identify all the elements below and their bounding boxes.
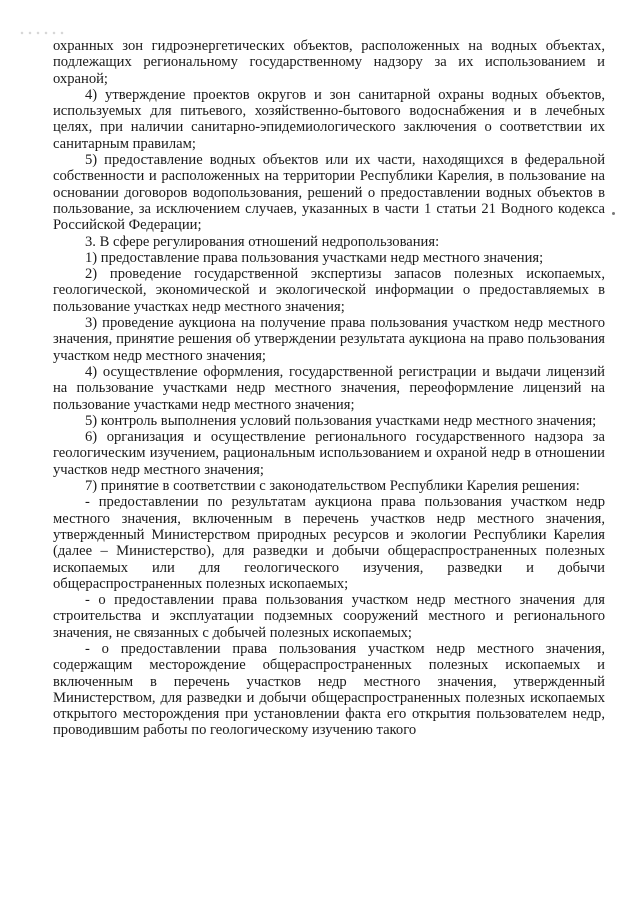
paragraph: 2) проведение государственной экспертизы запасов полезных ископаемых, геологической, экономической и экологической информации о предоставляемых в пользование участках недр местного значения; (53, 266, 605, 315)
section-heading: 3. В сфере регулирования отношений недропользования: (85, 233, 440, 250)
list-item: - о предоставлении права пользования участком недр местного значения для строительства и эксплуатации подземных сооружений местного и регионального значения, не связанных с добычей полезных ископаемых; (53, 592, 605, 641)
scan-artifact (18, 30, 68, 36)
paragraph: 6) организация и осуществление регионального государственного надзора за геологическим изучением, рациональным использованием и охраной недр в отношении участков недр местного значения; (53, 429, 605, 478)
paragraph: 3) проведение аукциона на получение права пользования участком недр местного значения, принятие решения об утверждении результата аукциона на право пользования участком недр местного значения; (53, 315, 605, 364)
paragraph: 1) предоставление права пользования участками недр местного значения; (85, 249, 544, 266)
paragraph: 7) принятие в соответствии с законодательством Республики Карелия решения: (85, 478, 580, 495)
document-page (53, 38, 605, 739)
paragraph: охранных зон гидроэнергетических объектов, расположенных на водных объектах, подлежащих региональному государственному надзору за их использованием и охраной; (53, 38, 605, 87)
paragraph: 5) контроль выполнения условий пользования участками недр местного значения; (85, 412, 597, 429)
scan-speck (612, 212, 615, 215)
paragraph: 4) осуществление оформления, государственной регистрации и выдачи лицензий на пользование участками недр местного значения, переоформление лицензий на пользование участками недр местного значения; (53, 363, 605, 413)
list-item: - предоставлении по результатам аукциона права пользования участком недр местного значения, включенным в перечень участков недр местного значения, утвержденный Министерством природных ресурсов и экологии Республики Карелия (далее – Министерство), для разведки и добычи общераспространенных полезных ископаемых или для геологического изучения, разведки и добычи общераспространенных полезных ископаемых; (53, 494, 605, 592)
paragraph: 4) утверждение проектов округов и зон санитарной охраны водных объектов, используемых для питьевого, хозяйственно-бытового водоснабжения и в лечебных целях, при наличии санитарно-эпидемиологического заключения о соответствии их санитарным правилам; (53, 86, 605, 152)
paragraph: 5) предоставление водных объектов или их части, находящихся в федеральной собственности и расположенных на территории Республики Карелия, в пользование на основании договоров водопользования, решений о предоставлении водных объектов в пользование, за исключением случаев, указанных в части 1 статьи 21 Водного кодекса Российской Федерации; (53, 152, 605, 234)
list-item: - о предоставлении права пользования участком недр местного значения, содержащим месторождение общераспространенных полезных ископаемых и включенным в перечень участков недр местного значения, утвержденный Министерством, для разведки и добычи общераспространенных полезных ископаемых открытого месторождения при установлении факта его открытия пользователем недр, проводившим работы по геологическому изучению такого (53, 640, 605, 739)
